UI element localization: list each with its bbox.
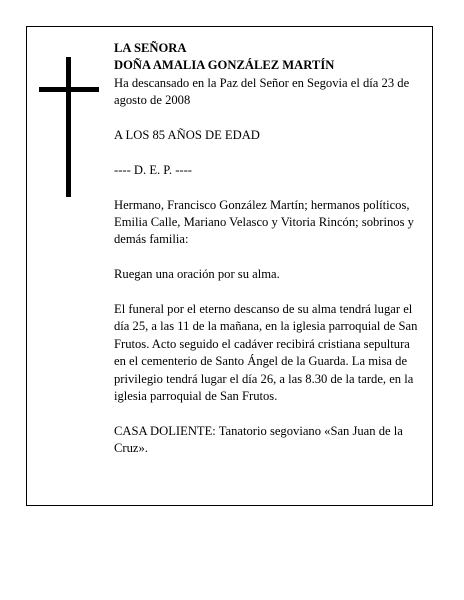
mourning-house-line: CASA DOLIENTE: Tanatorio segoviano «San Juan de la Cruz». [114,423,403,456]
death-announcement: Ha descansado en la Paz del Señor en Segovia el día 23 de agosto de 2008 [114,75,410,108]
family-paragraph: Hermano, Francisco González Martín; hermanos políticos, Emilia Calle, Mariano Velasco y Vitoria Rincón; sobrinos y demás familia: [114,197,414,247]
rip-line: ---- D. E. P. ---- [114,162,192,177]
obituary-text [114,40,420,458]
funeral-paragraph: El funeral por el eterno descanso de su alma tendrá lugar el día 25, a las 11 de la mañana, en la iglesia parroquial de San Frutos. Acto seguido el cadáver recibirá cristiana sepultura en el cementerio de Santo Ángel de la Guarda. La misa de privilegio tendrá lugar el día 26, a las 8.30 de la tarde, en la iglesia parroquial de San Frutos. [114,302,418,404]
cross-horizontal-bar [39,87,99,92]
age-line: A LOS 85 AÑOS DE EDAD [114,128,260,143]
notice-name: DOÑA AMALIA GONZÁLEZ MARTÍN [114,58,335,73]
prayer-line: Ruegan una oración por su alma. [114,267,280,282]
cross-vertical-bar [66,57,71,197]
notice-title-line-1: LA SEÑORA [114,41,187,55]
